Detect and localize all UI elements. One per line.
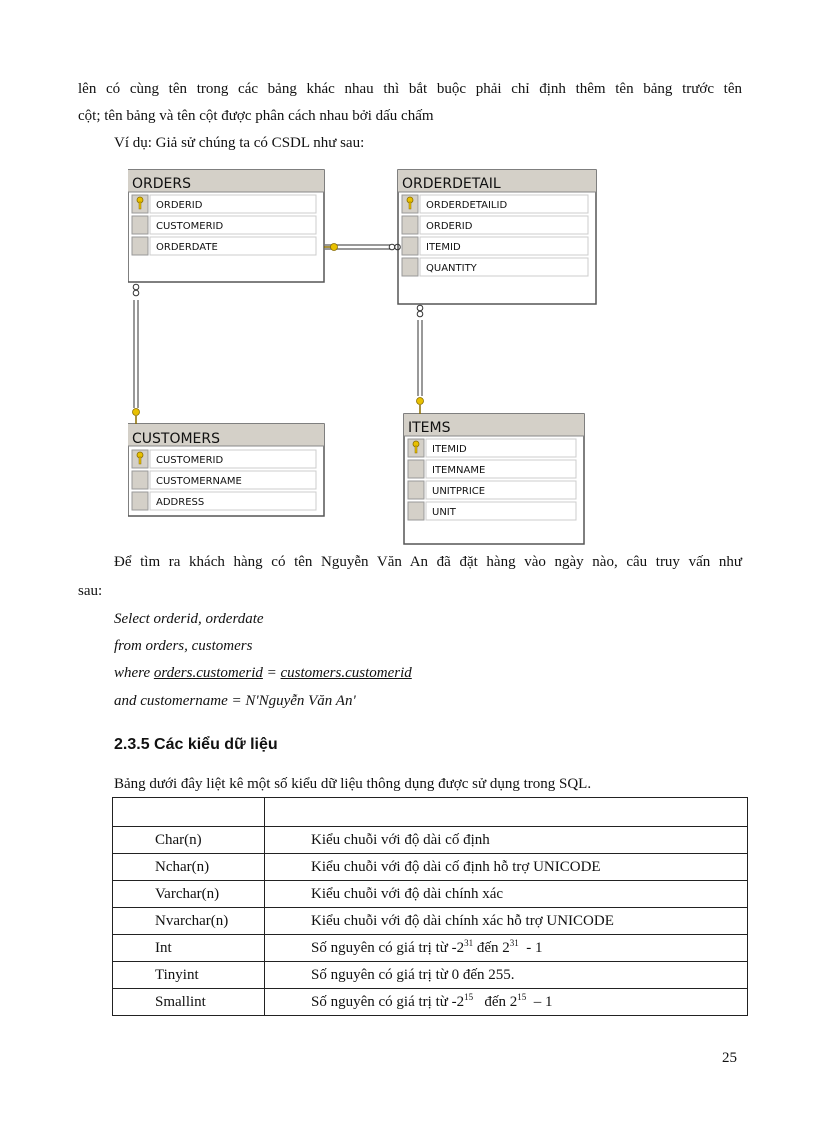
page-number: 25 bbox=[722, 1050, 737, 1066]
field-row[interactable] bbox=[132, 492, 316, 510]
field-name: UNITPRICE bbox=[432, 486, 486, 497]
exponent: 15 bbox=[517, 991, 527, 1002]
table-row bbox=[113, 989, 748, 1016]
field-row[interactable] bbox=[132, 237, 316, 255]
table-title: ORDERS bbox=[132, 176, 191, 192]
table-intro: Bảng dưới đây liệt kê một số kiểu dữ liệu thông dụng được sử dụng trong SQL. bbox=[114, 776, 592, 792]
infinity-icon bbox=[133, 284, 139, 296]
query-intro-line-2: sau: bbox=[78, 583, 103, 599]
type-cell: Nvarchar(n) bbox=[113, 908, 265, 935]
table-orders[interactable] bbox=[128, 170, 324, 282]
section-heading: 2.3.5 Các kiểu dữ liệu bbox=[114, 736, 278, 753]
type-cell: Char(n) bbox=[113, 827, 265, 854]
field-name: CUSTOMERID bbox=[156, 455, 224, 466]
type-cell: Nchar(n) bbox=[113, 854, 265, 881]
sql-where-keyword: where bbox=[114, 665, 154, 681]
field-name: ADDRESS bbox=[156, 497, 205, 508]
desc-text: đến 2 bbox=[473, 993, 518, 1010]
field-row[interactable] bbox=[408, 460, 576, 478]
infinity-icon bbox=[417, 305, 423, 317]
example-text: Ví dụ: Giả sử chúng ta có CSDL như sau: bbox=[114, 135, 365, 151]
field-name: CUSTOMERID bbox=[156, 221, 224, 232]
desc-text: Số nguyên có giá trị từ -2 bbox=[311, 939, 465, 956]
field-name: ORDERDETAILID bbox=[426, 200, 508, 211]
desc-cell: Kiểu chuỗi với độ dài cố định hỗ trợ UNICODE bbox=[265, 854, 748, 881]
intro-line-1: lên có cùng tên trong các bảng khác nhau thì bắt buộc phải chỉ định thêm tên bảng trước tên bbox=[78, 81, 742, 97]
key-icon bbox=[133, 409, 140, 425]
exponent: 15 bbox=[464, 991, 474, 1002]
field-row[interactable] bbox=[408, 439, 576, 457]
desc-text: – 1 bbox=[526, 993, 553, 1010]
header-cell bbox=[113, 798, 265, 827]
field-name: CUSTOMERNAME bbox=[156, 476, 242, 487]
desc-cell: Kiểu chuỗi với độ dài chính xác hỗ trợ UNICODE bbox=[265, 908, 748, 935]
table-orderdetail[interactable] bbox=[398, 170, 596, 304]
field-row[interactable] bbox=[408, 481, 576, 499]
type-cell: Varchar(n) bbox=[113, 881, 265, 908]
type-cell: Int bbox=[113, 935, 265, 962]
desc-cell bbox=[265, 989, 748, 1016]
field-name: UNIT bbox=[432, 507, 456, 518]
table-title: ITEMS bbox=[408, 420, 451, 436]
sql-line-1: Select orderid, orderdate bbox=[114, 611, 264, 627]
desc-cell: Số nguyên có giá trị từ 0 đến 255. bbox=[265, 962, 748, 989]
exponent: 31 bbox=[464, 937, 474, 948]
desc-text: Số nguyên có giá trị từ -2 bbox=[311, 993, 465, 1010]
field-row[interactable] bbox=[132, 471, 316, 489]
sql-line-4: and customername = N'Nguyễn Văn An' bbox=[114, 693, 356, 709]
table-title: ORDERDETAIL bbox=[402, 176, 501, 192]
key-icon bbox=[417, 398, 424, 415]
desc-text: - 1 bbox=[518, 939, 543, 956]
query-intro-text: Để tìm ra khách hàng có tên Nguyễn Văn An đã đặt hàng vào ngày nào, câu truy vấn như bbox=[114, 554, 742, 570]
type-cell: Tinyint bbox=[113, 962, 265, 989]
query-intro-line-1 bbox=[78, 551, 742, 573]
field-name: ORDERID bbox=[156, 200, 203, 211]
table-row bbox=[113, 854, 748, 881]
desc-cell bbox=[265, 935, 748, 962]
table-customers[interactable] bbox=[128, 424, 324, 516]
sql-equals: = bbox=[262, 665, 281, 681]
table-header-row bbox=[113, 798, 748, 827]
field-row[interactable] bbox=[132, 195, 316, 213]
sql-line-3 bbox=[114, 662, 412, 684]
table-row bbox=[113, 935, 748, 962]
data-types-table bbox=[112, 797, 748, 1016]
desc-cell: Kiểu chuỗi với độ dài chính xác bbox=[265, 881, 748, 908]
field-row[interactable] bbox=[402, 258, 588, 276]
field-name: ITEMID bbox=[426, 242, 461, 253]
field-row[interactable] bbox=[402, 195, 588, 213]
exponent: 31 bbox=[509, 937, 519, 948]
field-name: QUANTITY bbox=[426, 263, 477, 274]
header-cell bbox=[265, 798, 748, 827]
table-row bbox=[113, 827, 748, 854]
sql-right-operand: customers.customerid bbox=[280, 665, 412, 681]
field-row[interactable] bbox=[402, 237, 588, 255]
table-row bbox=[113, 962, 748, 989]
intro-line-2: cột; tên bảng và tên cột được phân cách nhau bởi dấu chấm bbox=[78, 108, 434, 124]
sql-left-operand: orders.customerid bbox=[153, 665, 263, 681]
desc-text: đến 2 bbox=[473, 939, 510, 956]
database-diagram bbox=[128, 168, 608, 558]
field-name: ORDERID bbox=[426, 221, 473, 232]
field-name: ORDERDATE bbox=[156, 242, 218, 253]
table-row bbox=[113, 908, 748, 935]
field-row[interactable] bbox=[408, 502, 576, 520]
table-title: CUSTOMERS bbox=[132, 431, 221, 447]
relationship-orders-orderdetail bbox=[324, 244, 400, 251]
field-name: ITEMNAME bbox=[432, 465, 486, 476]
field-row[interactable] bbox=[132, 450, 316, 468]
desc-cell: Kiểu chuỗi với độ dài cố định bbox=[265, 827, 748, 854]
table-items[interactable] bbox=[404, 414, 584, 544]
relationship-orders-customers bbox=[133, 284, 140, 424]
table-row bbox=[113, 881, 748, 908]
field-row[interactable] bbox=[402, 216, 588, 234]
field-name: ITEMID bbox=[432, 444, 467, 455]
field-row[interactable] bbox=[132, 216, 316, 234]
type-cell: Smallint bbox=[113, 989, 265, 1016]
relationship-orderdetail-items bbox=[417, 305, 424, 414]
sql-line-2: from orders, customers bbox=[114, 638, 253, 654]
